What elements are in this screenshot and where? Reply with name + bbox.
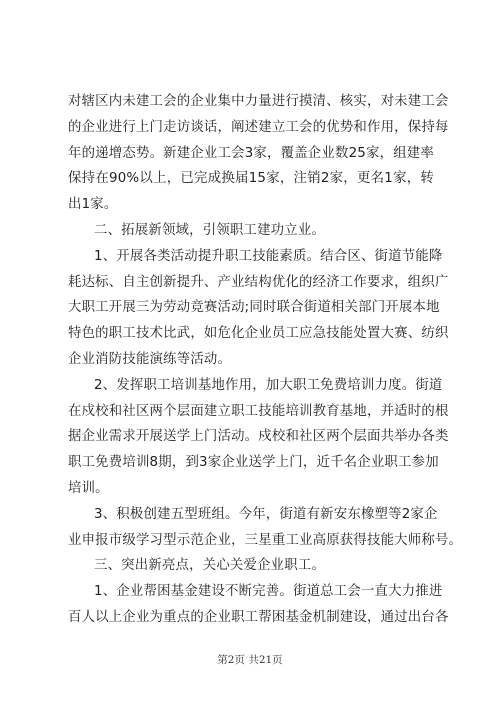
text-line: 保持在90%以上，已完成换届15家，注销2家，更名1家，转 [68, 171, 434, 187]
text-line: 2、发挥职工培训基地作用，加大职工免费培训力度。街道 [94, 377, 443, 393]
text-line: 百人以上企业为重点的企业职工帮困基金机制建设，通过出台各 [68, 609, 449, 625]
text-line: 1、企业帮困基金建设不断完善。街道总工会一直大力推进 [94, 584, 443, 600]
text-line: 大职工开展三为劳动竞赛活动;同时联合街道相关部门开展本地 [68, 300, 440, 316]
text-line: 1、开展各类活动提升职工技能素质。结合区、街道节能降 [94, 248, 443, 264]
text-line: 培训。 [68, 480, 109, 496]
text-line: 耗达标、自主创新提升、产业结构优化的经济工作要求，组织广 [68, 274, 449, 290]
text-line: 年的递增态势。新建企业工会3家，覆盖企业数25家，组建率 [68, 145, 434, 161]
text-line: 据企业需求开展送学上门活动。戍校和社区两个层面共举办各类 [68, 429, 449, 445]
text-line: 职工免费培训8期，到3家企业送学上门，近千名企业职工参加 [68, 455, 439, 471]
text-line: 三、突出新亮点，关心关爱企业职工。 [94, 558, 326, 574]
page-footer: 第2页 共21页 [217, 654, 283, 666]
text-line: 3、积极创建五型班组。今年，街道有新安东橡塑等2家企 [94, 506, 438, 522]
text-line: 在戍校和社区两个层面建立职工技能培训教育基地，并适时的根 [68, 403, 449, 419]
text-line: 出1家。 [68, 197, 118, 213]
text-line: 特色的职工技术比武，如危化企业员工应急技能处置大赛、纺织 [68, 326, 449, 342]
text-line: 企业消防技能演练等活动。 [68, 351, 232, 367]
text-line: 业申报市级学习型示范企业，三星重工业高原获得技能大师称号。 [68, 532, 463, 548]
body-text [68, 89, 463, 631]
text-line: 的企业进行上门走访谈话，阐述建立工会的优势和作用，保持每 [68, 119, 449, 135]
text-line: 对辖区内未建工会的企业集中力量进行摸清、核实，对未建工会 [68, 94, 449, 109]
text-line: 二、拓展新领域，引领职工建功立业。 [94, 222, 326, 238]
